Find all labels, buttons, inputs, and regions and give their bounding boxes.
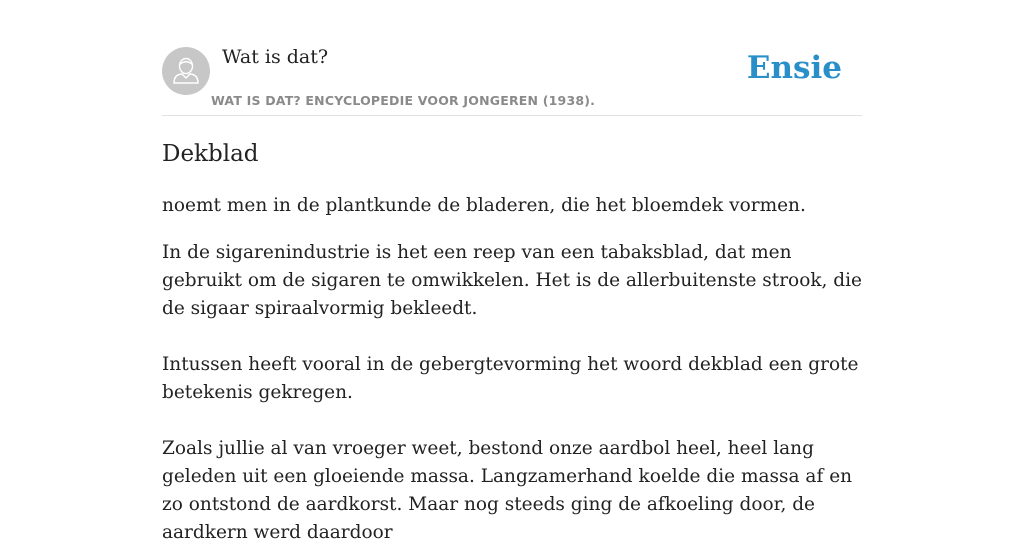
author-header xyxy=(162,40,862,116)
avatar[interactable] xyxy=(162,47,210,95)
article-paragraph: Intussen heeft vooral in de gebergtevorming het woord dekblad een grote betekenis gekregen. xyxy=(162,354,859,403)
article-paragraph: In de sigarenindustrie is het een reep van een tabaksblad, dat men gebruikt om de sigaren te omwikkelen. Het is de allerbuitenste strook, die de sigaar spiraalvormig bekleedt. xyxy=(162,242,863,319)
article xyxy=(162,138,862,547)
article-title: Dekblad xyxy=(162,141,259,167)
article-paragraph: noemt men in de plantkunde de bladeren, die het bloemdek vormen. xyxy=(162,195,806,216)
brand-logo[interactable]: Ensie xyxy=(746,50,842,86)
source-citation[interactable]: WAT IS DAT? ENCYCLOPEDIE VOOR JONGEREN (1938). xyxy=(211,93,596,108)
author-name[interactable]: Wat is dat? xyxy=(222,46,329,68)
user-icon xyxy=(162,47,210,95)
article-paragraph: Zoals jullie al van vroeger weet, bestond onze aardbol heel, heel lang geleden uit een gloeiende massa. Langzamerhand koelde die massa af en zo ontstond de aardkorst. Maar nog steeds ging de afkoeling door, de aardkern werd daardoor xyxy=(162,438,853,543)
